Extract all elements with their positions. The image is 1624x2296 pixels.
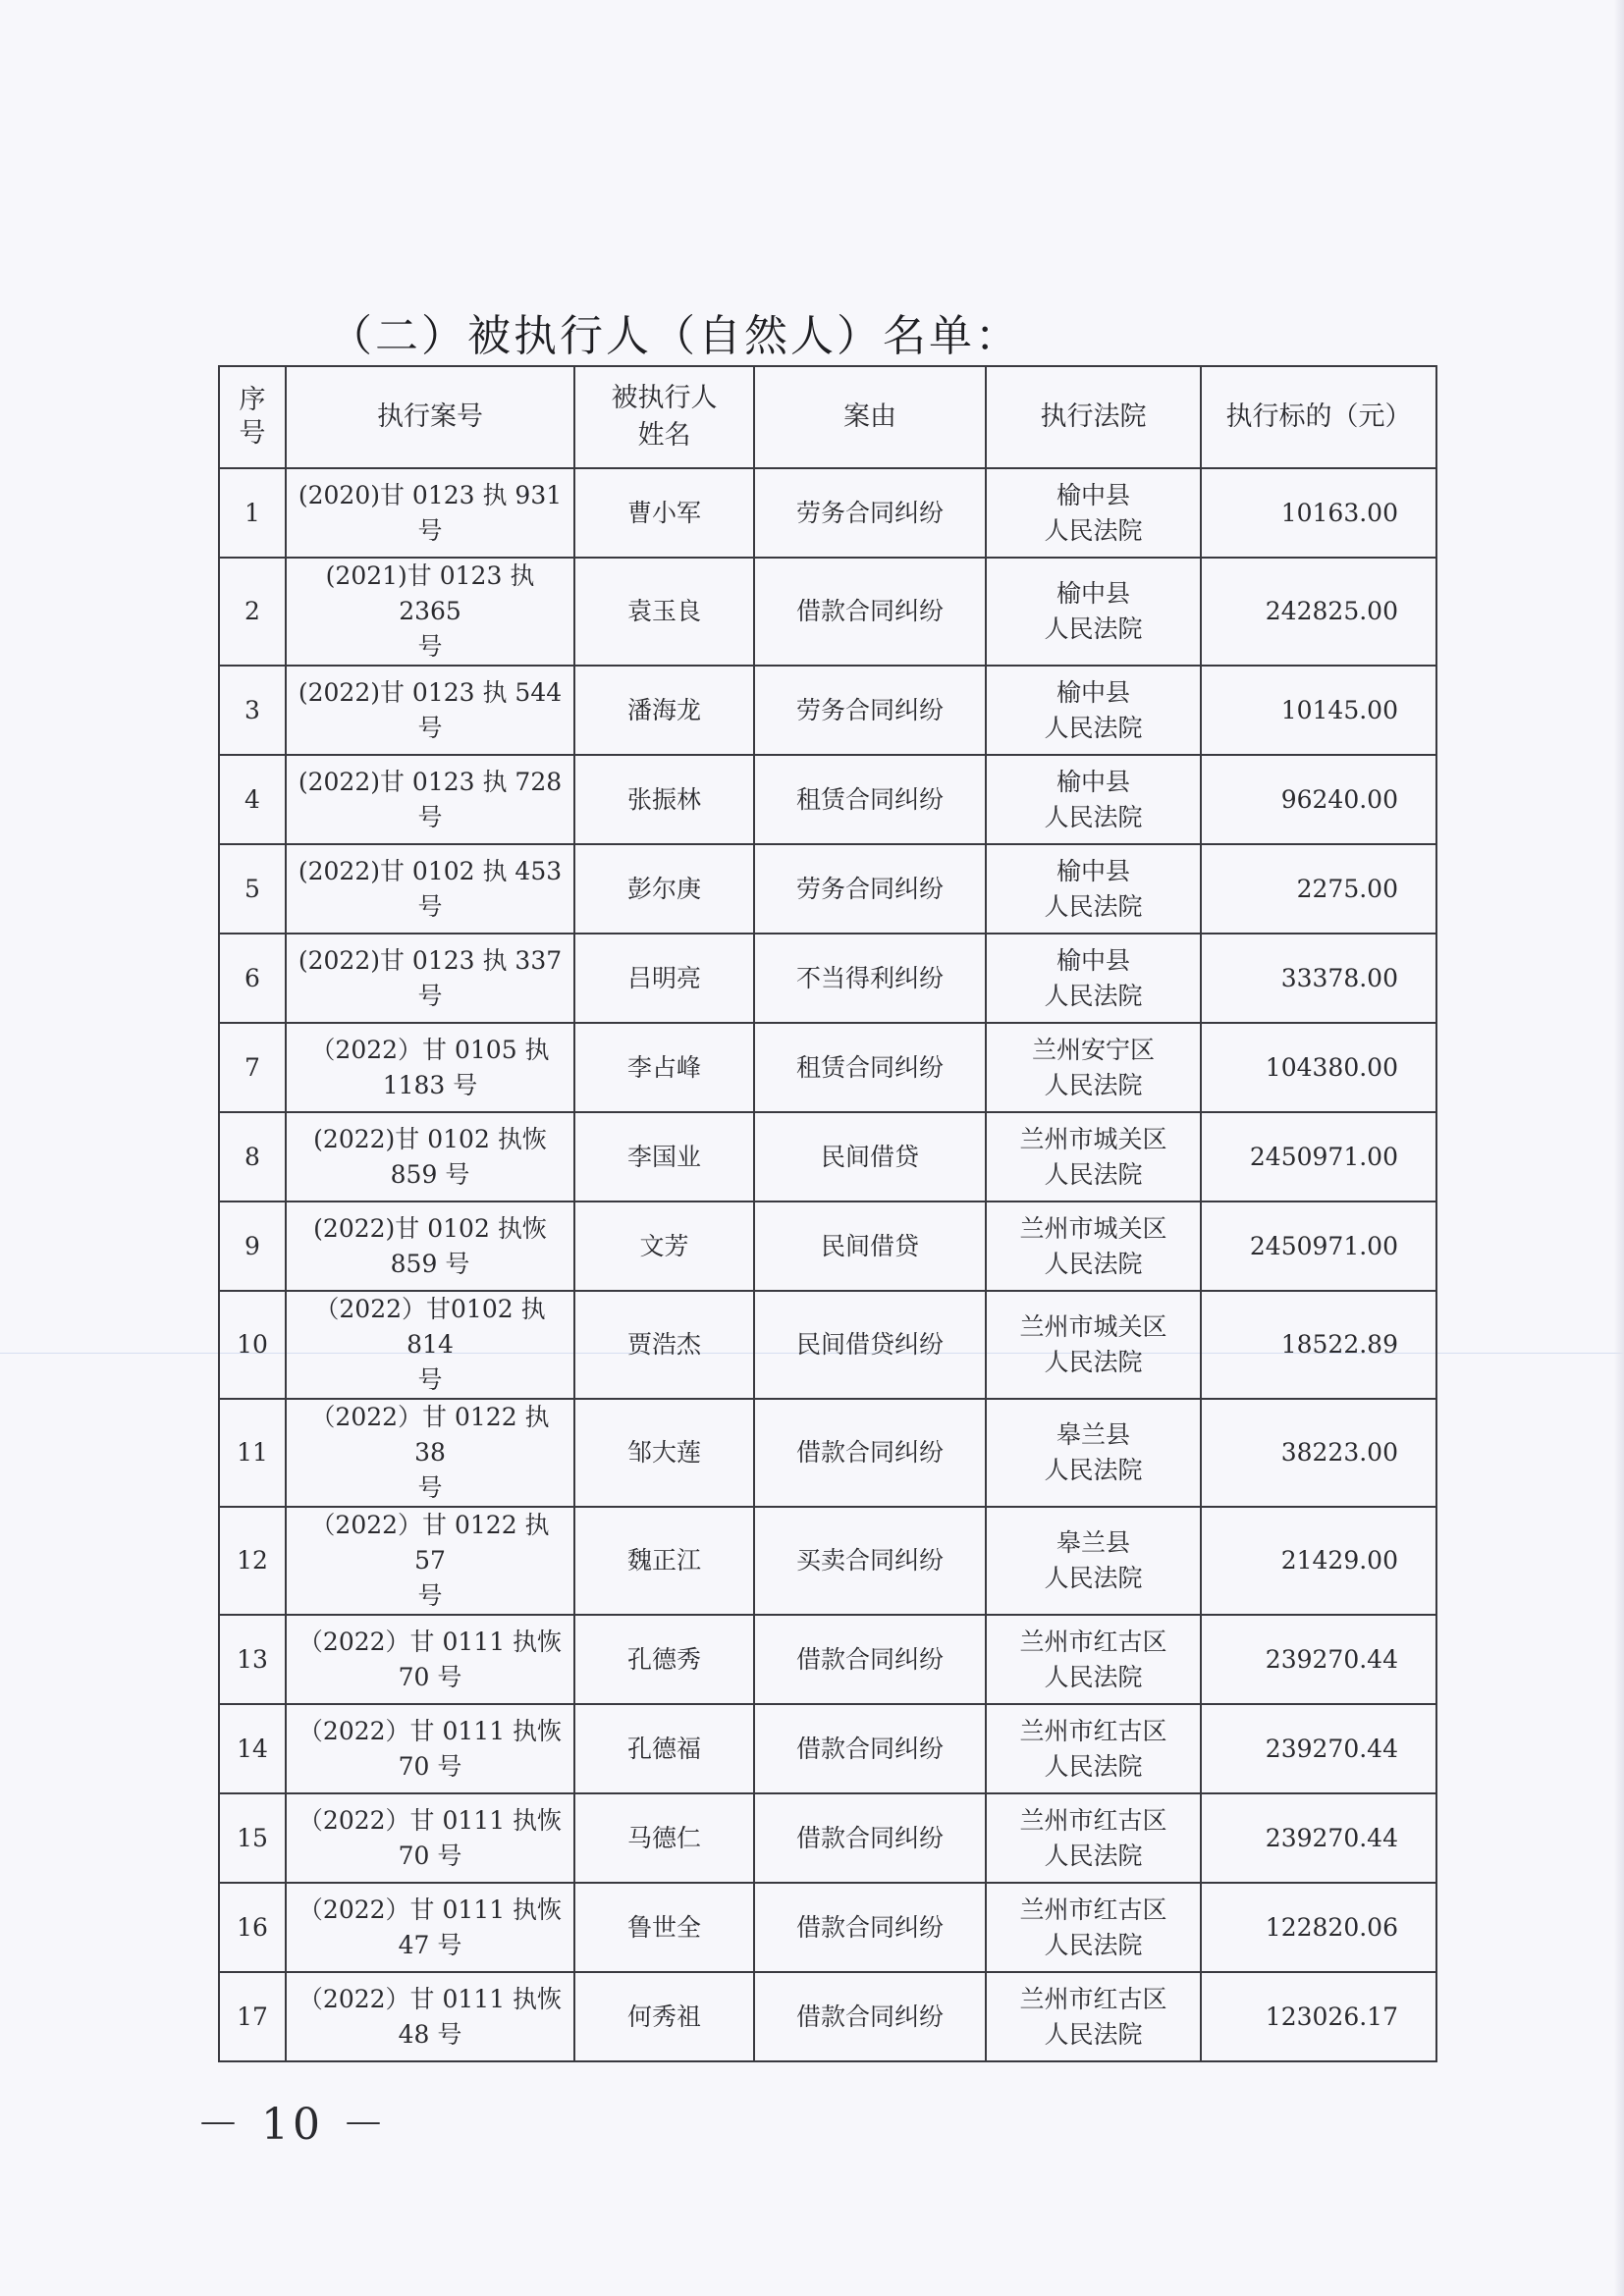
case-number-line2: 号 xyxy=(417,1365,443,1394)
amount: 18522.89 xyxy=(1280,1330,1398,1359)
header-court: 执行法院 xyxy=(986,366,1201,468)
amount: 96240.00 xyxy=(1280,784,1398,814)
case-number-line1: （2022）甘 0111 执恢 xyxy=(298,1895,563,1924)
court-cell xyxy=(986,468,1201,558)
court-cell xyxy=(986,755,1201,844)
case-number-line1: (2021)甘 0123 执 2365 xyxy=(325,561,535,625)
case-number-line1: （2022）甘 0122 执 57 xyxy=(310,1511,550,1575)
court-line2: 人民法院 xyxy=(1044,515,1143,545)
case-number-cell xyxy=(286,1023,574,1112)
court-cell xyxy=(986,1112,1201,1201)
amount: 33378.00 xyxy=(1280,963,1398,992)
table-row xyxy=(219,1023,1436,1112)
amount: 242825.00 xyxy=(1265,597,1398,625)
table-row xyxy=(219,1793,1436,1883)
table-header-row xyxy=(219,366,1436,468)
cause: 借款合同纠纷 xyxy=(795,2002,944,2031)
case-number-cell xyxy=(286,1507,574,1615)
case-number-line1: （2022）甘 0105 执 xyxy=(310,1035,550,1064)
court-line1: 兰州市红古区 xyxy=(1019,1895,1167,1924)
debtor-name-cell xyxy=(574,1615,754,1704)
amount: 239270.44 xyxy=(1265,1644,1398,1674)
cause-cell xyxy=(754,1201,986,1291)
cause-cell xyxy=(754,1112,986,1201)
amount: 2275.00 xyxy=(1296,874,1398,903)
debtor-name: 李占峰 xyxy=(626,1052,701,1082)
table-row xyxy=(219,558,1436,666)
table-row xyxy=(219,755,1436,844)
table-row xyxy=(219,1399,1436,1507)
case-number-line1: (2022)甘 0123 执 544 xyxy=(298,677,563,707)
page-number: － 10 － xyxy=(196,2100,389,2150)
cause-cell xyxy=(754,1972,986,2061)
case-number-line1: (2020)甘 0123 执 931 xyxy=(298,480,563,509)
row-index: 16 xyxy=(219,1883,286,1972)
cause: 劳务合同纠纷 xyxy=(795,498,944,527)
debtor-name: 邹大莲 xyxy=(626,1438,701,1467)
case-number-line2: 859 号 xyxy=(390,1159,470,1189)
debtor-name-cell xyxy=(574,1112,754,1201)
case-number-line2: 号 xyxy=(417,802,443,831)
case-number-line1: (2022)甘 0123 执 337 xyxy=(298,945,563,975)
debtor-name-cell xyxy=(574,1201,754,1291)
amount-cell xyxy=(1201,1793,1436,1883)
table-body xyxy=(219,468,1436,2061)
debtor-name: 李国业 xyxy=(626,1142,701,1171)
judgment-debtor-table xyxy=(218,365,1435,2049)
cause: 劳务合同纠纷 xyxy=(795,874,944,903)
court-line1: 兰州市红古区 xyxy=(1019,1984,1167,2013)
case-number-line2: 859 号 xyxy=(390,1249,470,1278)
cause: 劳务合同纠纷 xyxy=(795,695,944,724)
cause-cell xyxy=(754,1883,986,1972)
court-line1: 兰州市城关区 xyxy=(1019,1312,1167,1341)
debtor-name: 马德仁 xyxy=(626,1823,701,1852)
table-row xyxy=(219,1507,1436,1615)
table-row xyxy=(219,934,1436,1023)
court-line2: 人民法院 xyxy=(1044,1841,1143,1870)
amount-cell xyxy=(1201,844,1436,934)
debtor-name-cell xyxy=(574,1023,754,1112)
debtor-name: 袁玉良 xyxy=(626,597,701,625)
debtor-name: 吕明亮 xyxy=(626,963,701,992)
cause: 买卖合同纠纷 xyxy=(795,1546,944,1575)
cause-cell xyxy=(754,1023,986,1112)
debtor-name-cell xyxy=(574,1704,754,1793)
court-line1: 榆中县 xyxy=(1056,677,1130,707)
amount: 104380.00 xyxy=(1265,1052,1398,1082)
case-number-line2: 48 号 xyxy=(398,2019,462,2049)
case-number-cell xyxy=(286,1972,574,2061)
case-number-line1: （2022）甘 0111 执恢 xyxy=(298,1805,563,1835)
amount-cell xyxy=(1201,1507,1436,1615)
row-index: 11 xyxy=(219,1399,286,1507)
row-index: 3 xyxy=(219,666,286,755)
case-number-cell xyxy=(286,1615,574,1704)
court-line2: 人民法院 xyxy=(1044,1751,1143,1781)
case-number-line2: 70 号 xyxy=(398,1841,462,1870)
court-cell xyxy=(986,1291,1201,1399)
case-number-line1: （2022）甘 0122 执 38 xyxy=(310,1403,550,1467)
table-row xyxy=(219,1972,1436,2061)
case-number-cell xyxy=(286,844,574,934)
court-line1: 兰州市红古区 xyxy=(1019,1627,1167,1656)
court-cell xyxy=(986,1704,1201,1793)
case-number-cell xyxy=(286,558,574,666)
amount-cell xyxy=(1201,1883,1436,1972)
debtor-name-cell xyxy=(574,1291,754,1399)
table-row xyxy=(219,1112,1436,1201)
cause: 借款合同纠纷 xyxy=(795,597,944,625)
amount-cell xyxy=(1201,1399,1436,1507)
court-cell xyxy=(986,934,1201,1023)
amount-cell xyxy=(1201,1023,1436,1112)
debtor-name-cell xyxy=(574,1399,754,1507)
case-number-line1: （2022）甘0102 执814 xyxy=(314,1295,546,1359)
court-line1: 兰州市红古区 xyxy=(1019,1805,1167,1835)
case-number-line1: (2022)甘 0102 执 453 xyxy=(298,856,563,885)
court-line1: 兰州市城关区 xyxy=(1019,1213,1167,1243)
court-cell xyxy=(986,1793,1201,1883)
header-amount: 执行标的（元） xyxy=(1201,366,1436,468)
row-index: 17 xyxy=(219,1972,286,2061)
court-line1: 兰州安宁区 xyxy=(1031,1035,1155,1064)
court-line2: 人民法院 xyxy=(1044,981,1143,1010)
court-line1: 榆中县 xyxy=(1056,767,1130,796)
amount-cell xyxy=(1201,1615,1436,1704)
amount-cell xyxy=(1201,468,1436,558)
court-line2: 人民法院 xyxy=(1044,1249,1143,1278)
amount-cell xyxy=(1201,934,1436,1023)
court-cell xyxy=(986,1615,1201,1704)
debtor-name-cell xyxy=(574,666,754,755)
court-cell xyxy=(986,1399,1201,1507)
case-number-cell xyxy=(286,1399,574,1507)
case-number-line2: 号 xyxy=(417,1473,443,1502)
amount-cell xyxy=(1201,1201,1436,1291)
court-cell xyxy=(986,1883,1201,1972)
case-number-cell xyxy=(286,1704,574,1793)
court-line1: 榆中县 xyxy=(1056,480,1130,509)
amount: 239270.44 xyxy=(1265,1734,1398,1763)
row-index: 1 xyxy=(219,468,286,558)
amount: 21429.00 xyxy=(1280,1546,1398,1575)
cause-cell xyxy=(754,755,986,844)
amount-cell xyxy=(1201,1704,1436,1793)
debtor-name: 文芳 xyxy=(639,1231,689,1260)
case-number-line2: 1183 号 xyxy=(382,1070,478,1099)
header-debtor-name-line1: 被执行人 xyxy=(611,383,718,413)
header-index: 序号 xyxy=(219,366,286,468)
case-number-line2: 号 xyxy=(417,515,443,545)
header-debtor-name xyxy=(574,366,754,468)
table-row xyxy=(219,1704,1436,1793)
row-index: 10 xyxy=(219,1291,286,1399)
court-cell xyxy=(986,844,1201,934)
case-number-line1: (2022)甘 0102 执恢 xyxy=(313,1124,547,1153)
table-row xyxy=(219,1615,1436,1704)
cause-cell xyxy=(754,1291,986,1399)
cause: 借款合同纠纷 xyxy=(795,1644,944,1674)
case-number-line1: （2022）甘 0111 执恢 xyxy=(298,1627,563,1656)
cause-cell xyxy=(754,1704,986,1793)
debtor-name: 贾浩杰 xyxy=(626,1330,701,1359)
amount: 2450971.00 xyxy=(1249,1142,1398,1171)
court-cell xyxy=(986,1972,1201,2061)
cause-cell xyxy=(754,1399,986,1507)
debtor-name-cell xyxy=(574,934,754,1023)
cause-cell xyxy=(754,844,986,934)
debtor-name-cell xyxy=(574,1793,754,1883)
court-line2: 人民法院 xyxy=(1044,1456,1143,1484)
amount: 122820.06 xyxy=(1265,1912,1398,1942)
table-row xyxy=(219,468,1436,558)
case-number-line1: (2022)甘 0102 执恢 xyxy=(313,1213,547,1243)
debtor-name-cell xyxy=(574,844,754,934)
case-number-line2: 号 xyxy=(417,891,443,921)
case-number-line2: 70 号 xyxy=(398,1751,462,1781)
debtor-name: 何秀祖 xyxy=(626,2002,701,2031)
amount: 239270.44 xyxy=(1265,1823,1398,1852)
case-number-line1: (2022)甘 0123 执 728 xyxy=(298,767,563,796)
court-line2: 人民法院 xyxy=(1044,2019,1143,2049)
court-line2: 人民法院 xyxy=(1044,891,1143,921)
table-row xyxy=(219,666,1436,755)
debtor-name-cell xyxy=(574,1972,754,2061)
case-number-cell xyxy=(286,1112,574,1201)
cause: 借款合同纠纷 xyxy=(795,1734,944,1763)
page-title: （二）被执行人（自然人）名单： xyxy=(329,311,1021,361)
row-index: 6 xyxy=(219,934,286,1023)
cause: 租赁合同纠纷 xyxy=(795,784,944,814)
court-line1: 榆中县 xyxy=(1056,579,1130,608)
cause-cell xyxy=(754,1507,986,1615)
table-row xyxy=(219,1291,1436,1399)
table-row xyxy=(219,1883,1436,1972)
row-index: 12 xyxy=(219,1507,286,1615)
debtor-name: 彭尔庚 xyxy=(626,874,701,903)
court-cell xyxy=(986,1507,1201,1615)
cause-cell xyxy=(754,666,986,755)
row-index: 7 xyxy=(219,1023,286,1112)
case-number-line2: 号 xyxy=(417,632,443,661)
amount-cell xyxy=(1201,1291,1436,1399)
row-index: 9 xyxy=(219,1201,286,1291)
cause: 民间借贷 xyxy=(820,1231,919,1260)
amount-cell xyxy=(1201,558,1436,666)
cause-cell xyxy=(754,1793,986,1883)
row-index: 2 xyxy=(219,558,286,666)
row-index: 14 xyxy=(219,1704,286,1793)
court-line1: 皋兰县 xyxy=(1056,1420,1130,1449)
case-number-cell xyxy=(286,666,574,755)
table-row xyxy=(219,1201,1436,1291)
court-line2: 人民法院 xyxy=(1044,1930,1143,1959)
cause-cell xyxy=(754,1615,986,1704)
row-index: 5 xyxy=(219,844,286,934)
court-line2: 人民法院 xyxy=(1044,1070,1143,1099)
header-case-number: 执行案号 xyxy=(286,366,574,468)
case-number-line2: 号 xyxy=(417,713,443,742)
debtor-name-cell xyxy=(574,1507,754,1615)
case-number-line1: （2022）甘 0111 执恢 xyxy=(298,1984,563,2013)
case-number-cell xyxy=(286,755,574,844)
debtor-name: 张振林 xyxy=(626,784,701,814)
cause-cell xyxy=(754,558,986,666)
debtor-name: 潘海龙 xyxy=(626,695,701,724)
court-line2: 人民法院 xyxy=(1044,802,1143,831)
court-line2: 人民法院 xyxy=(1044,1159,1143,1189)
debtor-name: 孔德福 xyxy=(626,1734,701,1763)
cause: 借款合同纠纷 xyxy=(795,1823,944,1852)
debtor-name: 魏正江 xyxy=(626,1546,701,1575)
case-number-cell xyxy=(286,1793,574,1883)
court-line1: 榆中县 xyxy=(1056,945,1130,975)
case-number-cell xyxy=(286,934,574,1023)
cause: 借款合同纠纷 xyxy=(795,1438,944,1467)
header-debtor-name-line2: 姓名 xyxy=(637,420,691,451)
case-number-line1: （2022）甘 0111 执恢 xyxy=(298,1716,563,1745)
case-number-line2: 47 号 xyxy=(398,1930,462,1959)
scan-edge-shadow xyxy=(1614,0,1624,2296)
cause: 民间借贷 xyxy=(820,1142,919,1171)
case-number-cell xyxy=(286,1201,574,1291)
court-line2: 人民法院 xyxy=(1044,1662,1143,1691)
cause-cell xyxy=(754,934,986,1023)
amount-cell xyxy=(1201,666,1436,755)
amount: 10163.00 xyxy=(1280,498,1398,527)
row-index: 4 xyxy=(219,755,286,844)
row-index: 13 xyxy=(219,1615,286,1704)
amount-cell xyxy=(1201,755,1436,844)
amount: 10145.00 xyxy=(1280,695,1398,724)
court-line2: 人民法院 xyxy=(1044,1564,1143,1592)
debtor-name-cell xyxy=(574,558,754,666)
amount: 38223.00 xyxy=(1280,1438,1398,1467)
court-line2: 人民法院 xyxy=(1044,713,1143,742)
debtor-name: 曹小军 xyxy=(626,498,701,527)
amount-cell xyxy=(1201,1972,1436,2061)
cause: 民间借贷纠纷 xyxy=(795,1330,944,1359)
court-line2: 人民法院 xyxy=(1044,1348,1143,1376)
debtor-name: 鲁世全 xyxy=(626,1912,701,1942)
cause: 借款合同纠纷 xyxy=(795,1912,944,1942)
case-number-cell xyxy=(286,1883,574,1972)
row-index: 8 xyxy=(219,1112,286,1201)
amount-cell xyxy=(1201,1112,1436,1201)
court-line1: 皋兰县 xyxy=(1056,1528,1130,1557)
court-line2: 人民法院 xyxy=(1044,614,1143,643)
court-line1: 兰州市城关区 xyxy=(1019,1124,1167,1153)
cause: 不当得利纠纷 xyxy=(795,963,944,992)
case-number-cell xyxy=(286,468,574,558)
cause: 租赁合同纠纷 xyxy=(795,1052,944,1082)
debtor-name: 孔德秀 xyxy=(626,1644,701,1674)
debtor-name-cell xyxy=(574,1883,754,1972)
court-cell xyxy=(986,1201,1201,1291)
cause-cell xyxy=(754,468,986,558)
amount: 2450971.00 xyxy=(1249,1231,1398,1260)
case-number-line2: 号 xyxy=(417,981,443,1010)
court-cell xyxy=(986,666,1201,755)
court-cell xyxy=(986,558,1201,666)
debtor-name-cell xyxy=(574,755,754,844)
debtor-name-cell xyxy=(574,468,754,558)
court-cell xyxy=(986,1023,1201,1112)
header-cause: 案由 xyxy=(754,366,986,468)
case-number-line2: 70 号 xyxy=(398,1662,462,1691)
table-row xyxy=(219,844,1436,934)
case-number-cell xyxy=(286,1291,574,1399)
amount: 123026.17 xyxy=(1265,2002,1398,2031)
court-line1: 兰州市红古区 xyxy=(1019,1716,1167,1745)
case-number-line2: 号 xyxy=(417,1581,443,1610)
row-index: 15 xyxy=(219,1793,286,1883)
court-line1: 榆中县 xyxy=(1056,856,1130,885)
